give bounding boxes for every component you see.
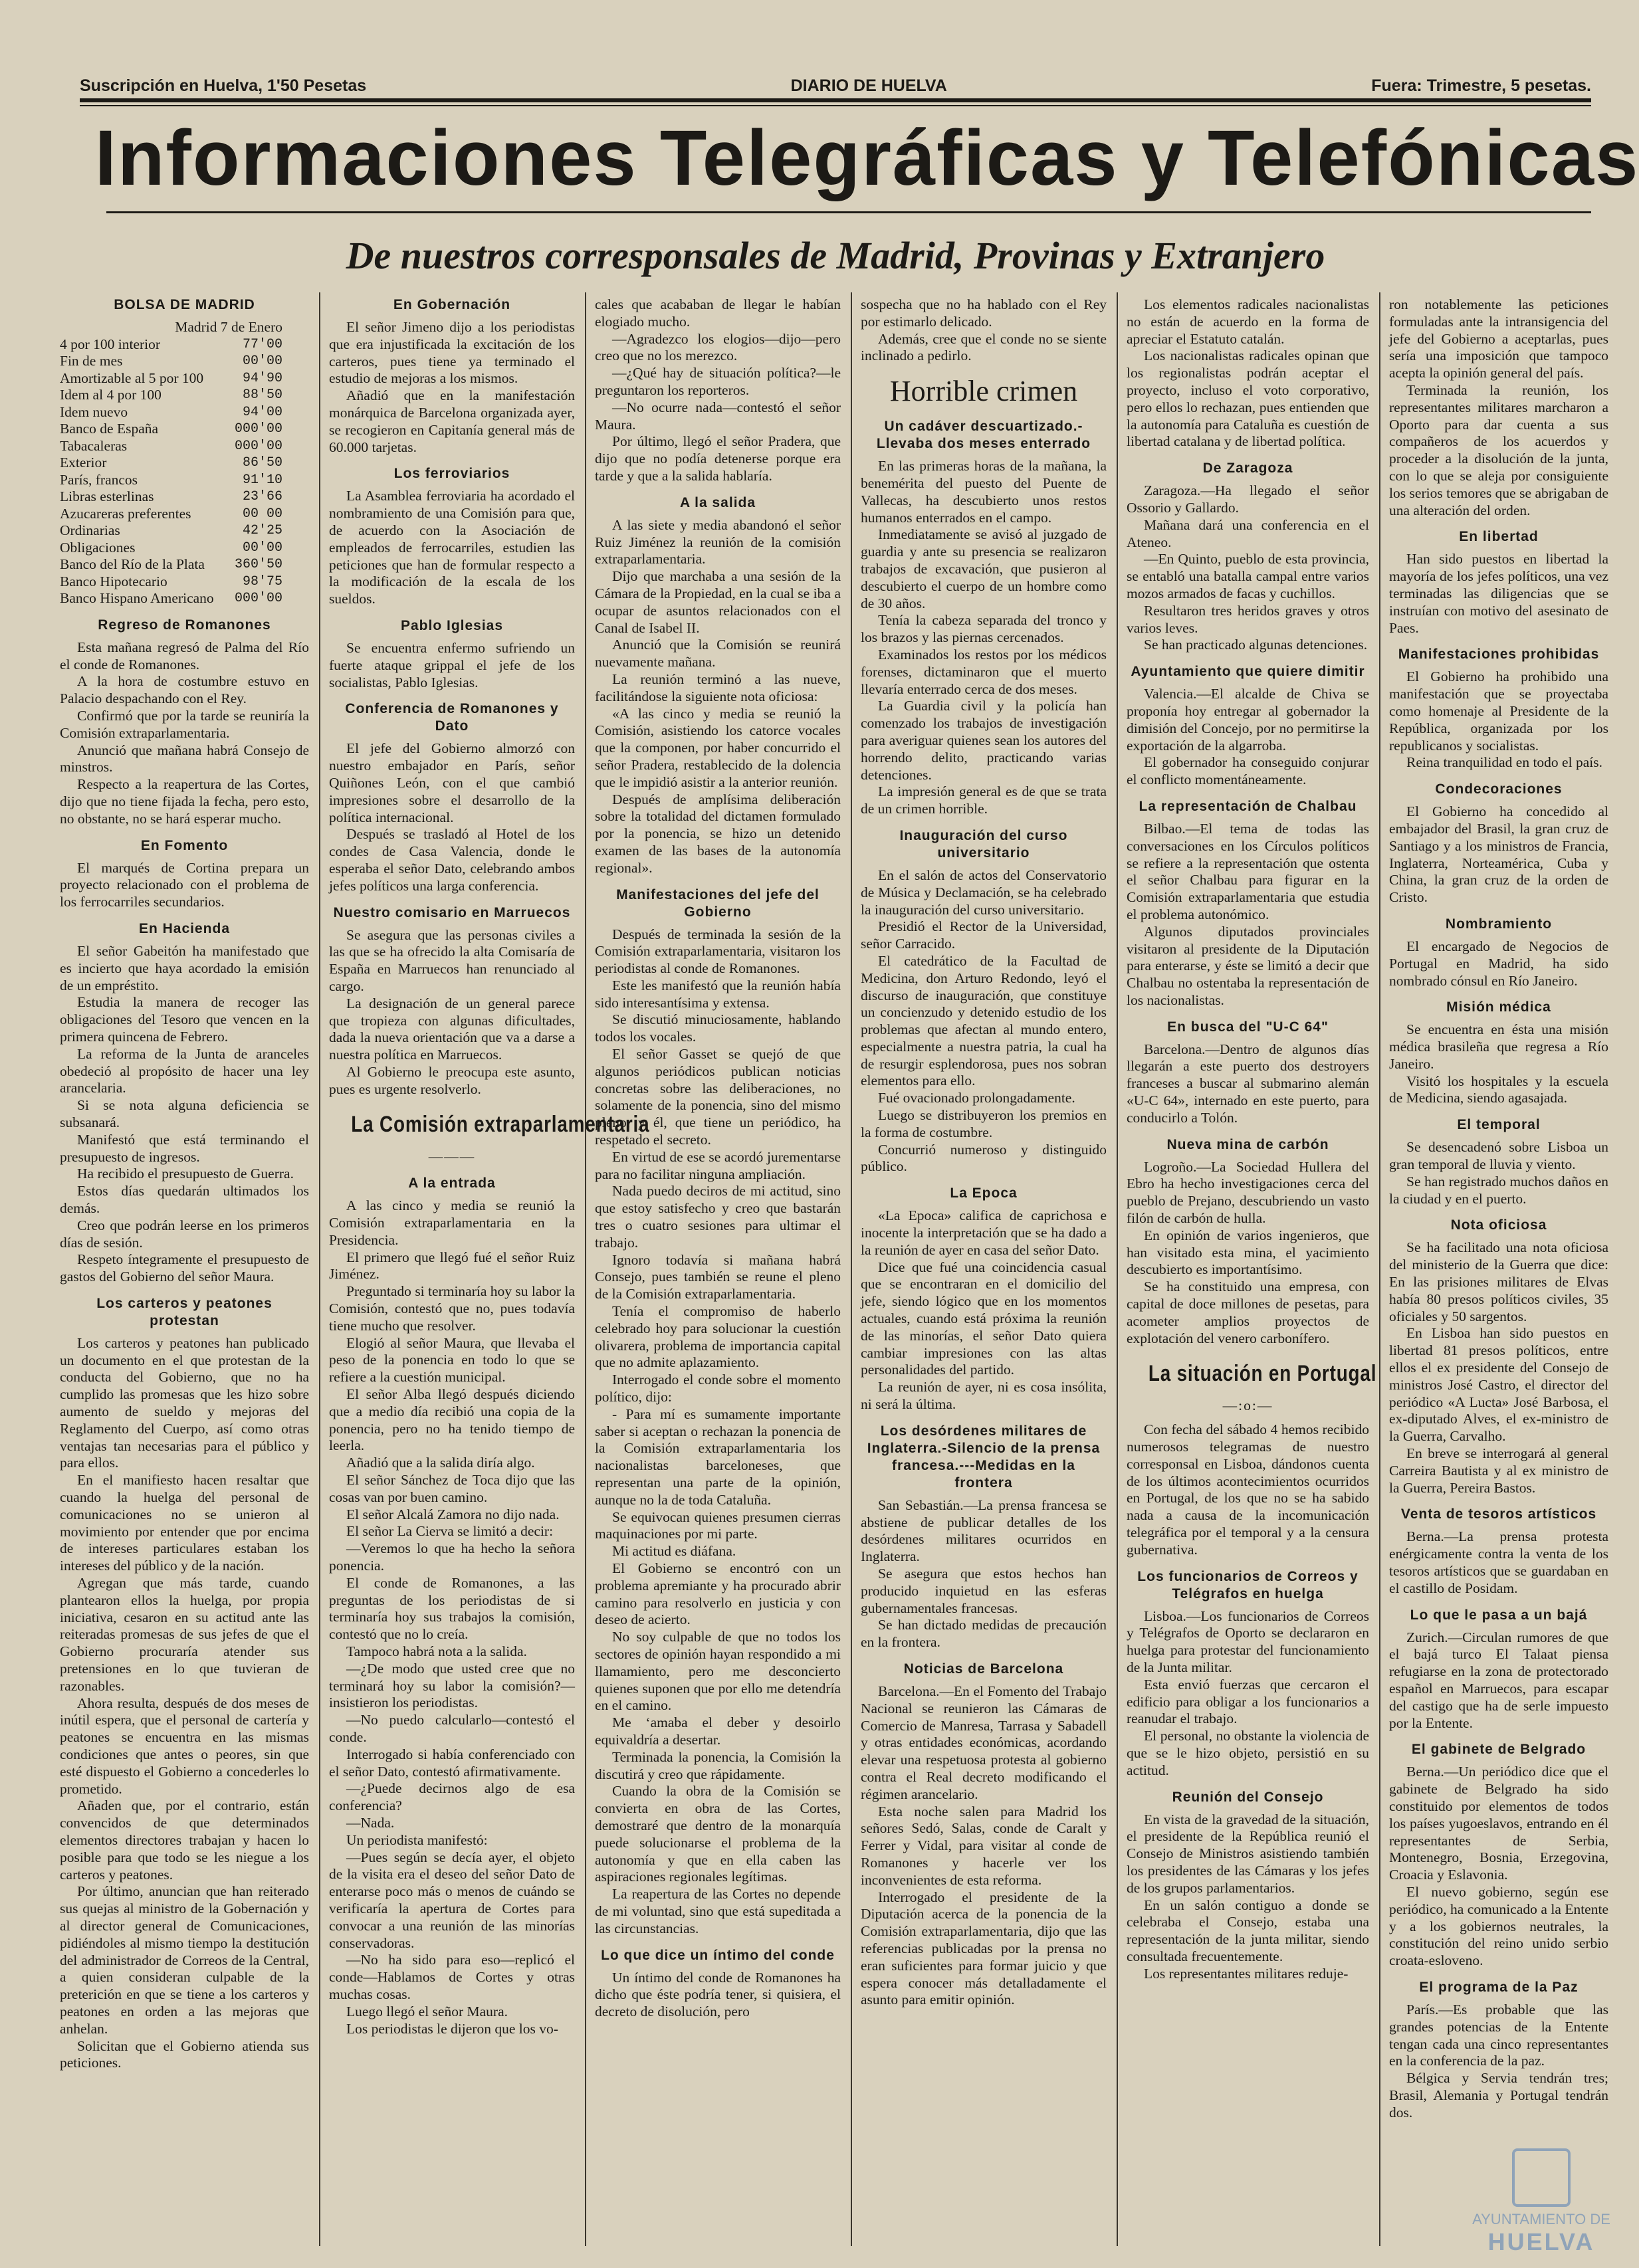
paragraph: Un periodista manifestó: <box>346 1831 488 1848</box>
paragraph: Se han registrado muchos daños en la ciudad y en el puerto. <box>1389 1173 1608 1207</box>
heading: Noticias de Barcelona <box>903 1661 1064 1677</box>
paragraph: La reforma de la Junta de aranceles obedeció al propósito de hacer una ley arancelaria. <box>60 1045 309 1096</box>
logo-line-2: HUELVA <box>1487 2228 1595 2255</box>
paragraph: El señor Gabeitón ha manifestado que es incierto que haya acordado la emisión de un empréstito. <box>60 942 309 993</box>
stock-row <box>60 540 309 557</box>
paragraph: El gobernador ha conseguido conjurar el conflicto momentáneamente. <box>1127 754 1369 788</box>
stock-row <box>60 590 309 607</box>
heading: En libertad <box>1459 529 1539 545</box>
paragraph: Valencia.—El alcalde de Chiva se proponía hoy entregar al gobernador la dimisión del Concejo, por no permitirse la exportación de la algarroba. <box>1127 686 1369 754</box>
paragraph: Confirmó que por la tarde se reuniría la Comisión extraparlamentaria. <box>60 707 309 741</box>
stock-name: Amortizable al 5 por 100 <box>60 369 204 386</box>
paragraph: La Asamblea ferroviaria ha acordado el nombramiento de una Comisión para que, de acuerdo con la Asociación de empleados de ferrocarriles, estudien las peticiones que han de formular respecto a la modificación de la escala de los sueldos. <box>329 488 575 607</box>
paragraph: Solicitan que el Gobierno atienda sus peticiones. <box>60 2037 309 2071</box>
heading: Inauguración del curso universitario <box>899 827 1068 861</box>
paragraph: Un íntimo del conde de Romanones ha dicho que éste podría tener, si quisiera, el decreto de disolución, pero <box>595 1969 841 2020</box>
paragraph: El señor Alba llegó después diciendo que a medio día recibió una copia de la ponencia, pero no ha tenido tiempo de leerla. <box>329 1386 575 1454</box>
paragraph: Zaragoza.—Ha llegado el señor Ossorio y Gallardo. <box>1127 482 1369 516</box>
stock-value: 00'00 <box>242 540 282 556</box>
paragraph: Tenía la cabeza separada del tronco y los brazos y las piernas cercenados. <box>861 612 1107 646</box>
paragraph: Se han dictado medidas de precaución en la frontera. <box>861 1617 1107 1651</box>
heading: En busca del "U-C 64" <box>1167 1019 1329 1035</box>
paragraph: Los representantes militares reduje- <box>1144 1965 1349 1982</box>
heading: Un cadáver descuartizado.-Llevaba dos meses enterrado <box>876 419 1091 452</box>
column-3 <box>595 286 841 2253</box>
section-masthead: Informaciones Telegráficas y Telefónicas <box>94 114 1639 202</box>
paragraph: En Lisboa han sido puestos en libertad 81 presos políticos, entre ellos el ex presidente del Consejo de ministros José Castro, el director del periódico «A Lucta» José Barbosa, el ex-diputado Alves, el ex-ministro de la Guerra, Carvalho. <box>1389 1325 1608 1445</box>
paragraph: Si se nota alguna deficiencia se subsanará. <box>60 1097 309 1130</box>
heading: Venta de tesoros artísticos <box>1400 1506 1597 1522</box>
paragraph: Interrogado el presidente de la Diputación acerca de la ponencia de la Comisión extraparlamentaria, dijo que las referencias publicadas por la prensa no eran suficientes para formar juicio y que espera conocer más detalladamente el asunto para emitir opinión. <box>861 1889 1107 2008</box>
archive-watermark-logo <box>1472 2148 1611 2255</box>
ornament: —:o:— <box>1222 1397 1273 1414</box>
section-subtitle: De nuestros corresponsales de Madrid, Provinas y Extranjero <box>346 234 1325 277</box>
big-heading: La Comisión extraparlamentaria <box>351 1112 650 1138</box>
stock-value: 23'66 <box>242 489 282 505</box>
paragraph: Lisboa.—Los funcionarios de Correos y Telégrafos de Oporto se declararon en huelga para protestar del funcionamiento de la Junta militar. <box>1127 1607 1369 1675</box>
paragraph: En el salón de actos del Conservatorio de Música y Declamación, se ha celebrado la inauguración del curso universitario. <box>861 867 1107 918</box>
paragraph: El conde de Romanones, a las preguntas de los periodistas de si terminaría hoy sus trabajos la comisión, contestó que no lo creía. <box>329 1574 575 1643</box>
paragraph: Estos días quedarán ultimados los demás. <box>60 1183 309 1216</box>
heading: La representación de Chalbau <box>1139 798 1357 814</box>
paragraph: Terminada la ponencia, la Comisión la discutirá y creo que rápidamente. <box>595 1748 841 1782</box>
stock-name: Idem nuevo <box>60 403 128 420</box>
paragraph: Manifestó que está terminando el presupuesto de ingresos. <box>60 1131 309 1165</box>
heading: El temporal <box>1457 1117 1541 1133</box>
heading: Lo que dice un íntimo del conde <box>601 1947 835 1963</box>
stock-value: 42'25 <box>242 523 282 539</box>
heading: Manifestaciones del jefe del Gobierno <box>616 886 820 920</box>
paragraph: —¿De modo que usted cree que no terminará hoy su labor la comisión?—insistieron los periodistas. <box>329 1660 575 1711</box>
column-divider <box>1379 292 1380 2246</box>
heading: Nombramiento <box>1445 916 1553 932</box>
paragraph: Se discutió minuciosamente, hablando todos los vocales. <box>595 1011 841 1045</box>
stock-row <box>60 421 309 438</box>
paragraph: El catedrático de la Facultad de Medicina, don Arturo Redondo, leyó el discurso de inauguración, que constituye un concienzudo y detenido estudio de los problemas que afectan al mundo entero, especialmente a nuestra patria, la cual ha de resurgir esplendorosa, pues nos sobran elementos para ello. <box>861 952 1107 1089</box>
paragraph: La designación de un general parece que tropieza con algunas dificultades, dada la nueva orientación que va a darse a nuestra política en Marruecos. <box>329 995 575 1063</box>
paragraph: Logroño.—La Sociedad Hullera del Ebro ha hecho investigaciones cerca del pueblo de Prejano, descubriendo un vasto filón de carbón de hulla. <box>1127 1158 1369 1227</box>
paragraph: ron notablemente las peticiones formuladas ante la intransigencia del jefe del Gobierno a aceptarlas, pues sería una imposición que tampoco acepta la opinión general del país. <box>1389 296 1608 381</box>
paragraph: Los elementos radicales nacionalistas no están de acuerdo en la forma de apreciar el Estatuto catalán. <box>1127 296 1369 347</box>
column-1 <box>60 286 309 2253</box>
heading: Los carteros y peatones protestan <box>96 1295 273 1328</box>
heading: Manifestaciones prohibidas <box>1398 647 1600 663</box>
paragraph: En opinión de varios ingenieros, que han visitado esta mina, el yacimiento descubierto es importantísimo. <box>1127 1227 1369 1278</box>
paragraph: Bélgica y Servia tendrán tres; Brasil, Alemania y Portugal tendrán dos. <box>1389 2070 1608 2120</box>
paragraph: Por último, llegó el señor Pradera, que dijo que no podía detenerse porque era tarde y que a la salida hablaría. <box>595 433 841 484</box>
paragraph: Examinados los restos por los médicos forenses, dictaminaron que el muerto llevaría enterrado cerca de dos meses. <box>861 646 1107 697</box>
paragraph: Los periodistas le dijeron que los vo- <box>346 2020 558 2037</box>
paragraph: Esta noche salen para Madrid los señores Sedó, Salas, conde de Caralt y Ferrer y Vidal, para visitar al conde de Romanones y hacerle ver los inconvenientes de esta reforma. <box>861 1803 1107 1888</box>
stock-value: 00'00 <box>242 354 282 369</box>
paragraph: El Gobierno ha concedido al embajador del Brasil, la gran cruz de Santiago y a los ministros de Francia, Inglaterra, Norteamérica, Cuba y China, la gran cruz de la orden de Cristo. <box>1389 803 1608 906</box>
paragraph: Concurrió numeroso y distinguido público. <box>861 1141 1107 1175</box>
paragraph: El personal, no obstante la violencia de que se le hizo objeto, persistió en su actitud. <box>1127 1728 1369 1778</box>
stock-value: 88'50 <box>242 387 282 403</box>
column-5 <box>1127 286 1377 2253</box>
paragraph: El encargado de Negocios de Portugal en Madrid, ha sido nombrado cónsul en Río Janeiro. <box>1389 938 1608 989</box>
paragraph: Nada puedo deciros de mi actitud, sino que estoy satisfecho y creo que bastarán tres o cuatro sesiones para ultimar el trabajo. <box>595 1183 841 1251</box>
paragraph: El primero que llegó fué el señor Ruiz Jiménez. <box>329 1249 575 1283</box>
paragraph: Zurich.—Circulan rumores de que el bajá turco El Talaat piensa refugiarse en la zona de protectorado español en Marruecos, para escapar del castigo que ha de serle impuesto por la Entente. <box>1389 1629 1608 1731</box>
heading: El gabinete de Belgrado <box>1411 1742 1586 1758</box>
column-divider <box>1117 292 1118 2246</box>
paragraph: Añaden que, por el contrario, están convencidos de que determinados elementos directores trabajan y hacen lo posible para que todo se les niegue a los carteros y peatones. <box>60 1798 309 1883</box>
stock-value: 000'00 <box>234 591 282 607</box>
paragraph: El señor Sánchez de Toca dijo que las cosas van por buen camino. <box>329 1472 575 1505</box>
paragraph: Interrogado si había conferenciado con el señor Dato, contestó afirmativamente. <box>329 1746 575 1780</box>
paragraph: No soy culpable de que no todos los sectores de opinión hayan respondido a mi llamamiento, pero me desconcierto quienes suponen que por ello me detendría en el camino. <box>595 1629 841 1714</box>
paragraph: Se equivocan quienes presumen cierras maquinaciones por mi parte. <box>595 1508 841 1542</box>
paragraph: —Nada. <box>346 1814 395 1831</box>
paragraph: —En Quinto, pueblo de esta provincia, se entabló una batalla campal entre varios mozos armados de facas y cuchillos. <box>1127 551 1369 601</box>
article-columns <box>60 286 1608 2253</box>
stock-value: 86'50 <box>242 455 282 471</box>
stock-value: 94'90 <box>242 370 282 386</box>
stock-name: Banco de España <box>60 421 159 437</box>
stock-row <box>60 455 309 472</box>
paragraph: En las primeras horas de la mañana, la benemérita del puesto del Puente de Vallecas, ha descubierto unos restos humanos enterrados en el campo. <box>861 458 1107 526</box>
heading: Ayuntamiento que quiere dimitir <box>1131 664 1365 680</box>
paragraph: La reunión terminó a las nueve, facilitándose la siguiente nota oficiosa: <box>595 670 841 704</box>
paragraph: —¿Puede decirnos algo de esa conferencia? <box>329 1780 575 1814</box>
heading: Nota oficiosa <box>1450 1217 1547 1233</box>
paragraph: Esta envió fuerzas que cercaron el edificio para obligar a los funcionarios a reanudar el trabajo. <box>1127 1676 1369 1727</box>
stock-name: 4 por 100 interior <box>60 336 161 352</box>
heading: Pablo Iglesias <box>400 617 504 633</box>
heading: Misión médica <box>1446 999 1551 1015</box>
paragraph: La reunión de ayer, ni es cosa insólita, ni será la última. <box>861 1379 1107 1413</box>
stock-value: 91'10 <box>242 472 282 488</box>
paragraph: En vista de la gravedad de la situación, el presidente de la República reunió el Consejo de Ministros asistiendo también los presidentes de las Cámaras y los jefes de los grupos parlamentarios. <box>1127 1811 1369 1896</box>
column-divider <box>585 292 586 2246</box>
paragraph: Barcelona.—En el Fomento del Trabajo Nacional se reunieron las Cámaras de Comercio de Manresa, Tarrasa y Sabadell y otras entidades económicas, acordando elevar una respetuosa protesta al gobierno contra el Real decreto modificando el régimen arancelario. <box>861 1683 1107 1802</box>
paragraph: Dice que fué una coincidencia casual que se encontraran en el domicilio del jefe, siendo lógico que en los momentos actuales, cuando está próxima la reunión de las minorías, el señor Dato quiera cambiar impresiones con las altas personalidades del partido. <box>861 1259 1107 1378</box>
header-rule-thin <box>80 105 1591 106</box>
paragraph: Tenía el compromiso de haberlo celebrado hoy para solucionar la cuestión olivarera, problema de importancia capital que no admite aplazamiento. <box>595 1303 841 1371</box>
paragraph: Ignoro todavía si mañana habrá Consejo, pues también se reune el pleno de la Comisión extraparlamentaria. <box>595 1251 841 1302</box>
paragraph: Me ‘amaba el deber y desoirlo equivaldría a desertar. <box>595 1714 841 1748</box>
paragraph: El señor Alcalá Zamora no dijo nada. <box>346 1506 560 1522</box>
heading: Nueva mina de carbón <box>1166 1136 1329 1152</box>
paragraph: Este les manifestó que la reunión había sido interesantísima y extensa. <box>595 977 841 1011</box>
column-divider <box>319 292 320 2246</box>
bolsa-date: Madrid 7 de Enero <box>175 319 282 335</box>
paragraph: Se desencadenó sobre Lisboa un gran temporal de lluvia y viento. <box>1389 1139 1608 1173</box>
paragraph: Los nacionalistas radicales opinan que los regionalistas podrán aceptar el proyecto, incluso el voto corporativo, pero ellos lo rechazan, pues entienden que la autonomía para Cataluña es cuestión de libertad catalana y de libertad política. <box>1127 348 1369 450</box>
heading: En Gobernación <box>393 297 511 312</box>
top-header <box>80 74 1591 96</box>
paragraph: En virtud de ese se acordó jurementarse para no facilitar ninguna ampliación. <box>595 1148 841 1182</box>
paragraph: Agregan que más tarde, cuando plantearon ellos la huelga, por propia iniciativa, cesaron en su actitud ante las reiteradas promesas de sus jefes de que el Gobierno procuraría atender sus pretensiones en lo que tuvieran de razonables. <box>60 1575 309 1694</box>
paragraph: Añadió que en la manifestación monárquica de Barcelona organizada ayer, se recogieron en Capitanía general más de 60.000 tarjetas. <box>329 387 575 455</box>
paragraph: Algunos diputados provinciales visitaron al presidente de la Diputación para enterarse, y éste se limitó a decir que Chalbau no ostentaba la representación de los nacionalistas. <box>1127 923 1369 1008</box>
paragraph: Berna.—Un periódico dice que el gabinete de Belgrado ha sido constituido por elementos de todos los países yugoeslavos, entrando en él representantes de Serbia, Montenegro, Bosnia, Erzegovina, Croacia y Eslavonia. <box>1389 1764 1608 1883</box>
header-rule <box>80 98 1591 102</box>
paragraph: Después se trasladó al Hotel de los condes de Casa Valencia, donde le esperaba el señor Dato, celebrando ambos jefes políticos una larga conferencia. <box>329 826 575 894</box>
paragraph: Respeto íntegramente el presupuesto de gastos del Gobierno del señor Maura. <box>60 1251 309 1285</box>
paragraph: Elogió al señor Maura, que llevaba el peso de la ponencia en todo lo que se refiere a la cuestión municipal. <box>329 1334 575 1386</box>
stock-value: 000'00 <box>234 421 282 437</box>
stock-name: Banco Hispano Americano <box>60 590 214 607</box>
stock-value: 360'50 <box>234 557 282 573</box>
paragraph: Han sido puestos en libertad la mayoría de los jefes políticos, una vez terminadas las diligencias que se instruían con motivo del asesinato de Paes. <box>1389 551 1608 636</box>
paragraph: Se ha constituido una empresa, con capital de doce millones de pesetas, para acometer amplios proyectos de explotación del venero carbonífero. <box>1127 1279 1369 1346</box>
paragraph: Respecto a la reapertura de las Cortes, dijo que no tiene fijada la fecha, pero esto, no obstante, no se hará esperar mucho. <box>60 776 309 827</box>
heading: Nuestro comisario en Marruecos <box>333 904 571 920</box>
stock-value: 00 00 <box>242 506 282 522</box>
heading: Conferencia de Romanones y Dato <box>345 701 559 734</box>
stock-name: París, francos <box>60 471 138 488</box>
heading: A la entrada <box>408 1176 496 1191</box>
heading: Reunión del Consejo <box>1172 1789 1324 1805</box>
heading: Lo que le pasa a un bajá <box>1410 1607 1588 1623</box>
paragraph: A las cinco y media se reunió la Comisión extraparlamentaria en la Presidencia. <box>329 1197 575 1248</box>
paragraph: Fué ovacionado prolongadamente. <box>878 1090 1075 1106</box>
stock-name: Fin de mes <box>60 353 123 369</box>
paragraph: Anunció que mañana habrá Consejo de minstros. <box>60 742 309 775</box>
column-divider <box>851 292 852 2246</box>
subscription-outside: Fuera: Trimestre, 5 pesetas. <box>1371 76 1591 95</box>
paragraph: Esta mañana regresó de Palma del Río el conde de Romanones. <box>60 639 309 672</box>
paragraph: Interrogado el conde sobre el momento político, dijo: <box>595 1372 841 1405</box>
logo-line-1: AYUNTAMIENTO DE <box>1472 2211 1610 2227</box>
paragraph: sospecha que no ha hablado con el Rey por estimarlo delicado. <box>861 296 1107 330</box>
paragraph: La Guardia civil y la policía han comenzado los trabajos de investigación para averiguar quienes sean los autores del horrendo delito, practicando varias detenciones. <box>861 698 1107 783</box>
stock-table <box>60 336 309 607</box>
newspaper-name: DIARIO DE HUELVA <box>790 76 947 95</box>
stock-row <box>60 370 309 387</box>
heading: Condecoraciones <box>1435 781 1563 797</box>
paragraph: En un salón contiguo a donde se celebraba el Consejo, estaba una representación de la junta militar, siendo consultada frecuentemente. <box>1127 1897 1369 1964</box>
paragraph: Además, cree que el conde no se siente inclinado a pedirlo. <box>861 330 1107 364</box>
paragraph: El jefe del Gobierno almorzó con nuestro embajador en París, señor Quiñones León, con el que cambió impresiones sobre el desarrollo de la política internacional. <box>329 740 575 825</box>
paragraph: —Agradezco los elogios—dijo—pero creo que no los merezco. <box>595 330 841 364</box>
column-4 <box>861 286 1107 2253</box>
paragraph: Reina tranquilidad en todo el país. <box>1406 754 1602 771</box>
paragraph: Se asegura que las personas civiles a las que se ha ofrecido la alta Comisaría de España en Marruecos han renunciado al cargo. <box>329 926 575 994</box>
paragraph: —¿Qué hay de situación política?—le preguntaron los reporteros. <box>595 365 841 398</box>
paragraph: —No ocurre nada—contestó el señor Maura. <box>595 399 841 433</box>
stock-row <box>60 556 309 573</box>
paragraph: Resultaron tres heridos graves y otros varios leves. <box>1127 602 1369 636</box>
paragraph: Se encuentra enfermo sufriendo un fuerte ataque grippal el jefe de los socialistas, Pablo Iglesias. <box>329 639 575 690</box>
paragraph: A las siete y media abandonó el señor Ruiz Jiménez la reunión de la comisión extraparlamentaria. <box>595 516 841 567</box>
heading: El programa de la Paz <box>1419 1979 1579 1995</box>
paragraph: Ahora resulta, después de dos meses de inútil espera, que el personal de cartería y peatones se encuentra en las mismas condiciones que antes o peores, sin que esté dispuesto el Gobierno a concederles lo prometido. <box>60 1695 309 1797</box>
paragraph: Creo que podrán leerse en los primeros días de sesión. <box>60 1217 309 1251</box>
paragraph: Luego se distribuyeron los premios en la forma de costumbre. <box>861 1107 1107 1140</box>
stock-row <box>60 336 309 354</box>
stock-name: Idem al 4 por 100 <box>60 387 162 403</box>
paragraph: Visitó los hospitales y la escuela de Medicina, siendo agasajada. <box>1389 1073 1608 1106</box>
heading: Los funcionarios de Correos y Telégrafos en huelga <box>1137 1568 1359 1601</box>
stock-row <box>60 573 309 591</box>
stock-value: 98'75 <box>242 573 282 589</box>
paragraph: «A las cinco y media se reunió la Comisión, asistiendo los catorce vocales que la componen, por haber concurrido el señor Pradera, restablecido de la dolencia que le impidió asistir a la anterior reunión. <box>595 705 841 790</box>
stock-value: 94'00 <box>242 404 282 420</box>
stock-row <box>60 506 309 523</box>
paragraph: A la hora de costumbre estuvo en Palacio despachando con el Rey. <box>60 673 309 707</box>
paragraph: —No puedo calcularlo—contestó el conde. <box>329 1712 575 1745</box>
heading: En Hacienda <box>138 920 231 936</box>
paragraph: En breve se interrogará al general Carreira Bautista y al ex ministro de la Guerra, Pereira Bastos. <box>1389 1445 1608 1496</box>
stock-value: 000'00 <box>234 438 282 454</box>
stock-name: Ordinarias <box>60 522 120 539</box>
paragraph: El Gobierno se encontró con un problema apremiante y ha procurado abrir camino para resolverlo en justicia y con deseo de acierto. <box>595 1560 841 1628</box>
heading: De Zaragoza <box>1202 461 1293 476</box>
stock-name: Banco del Río de la Plata <box>60 556 205 573</box>
column-2 <box>329 286 650 2253</box>
paragraph: El señor Jimeno dijo a los periodistas que era injustificada la excitación de los carteros, pues tiene ya terminado el estudio de mejoras a los mismos. <box>329 319 575 387</box>
paragraph: Añadió que a la salida diría algo. <box>346 1455 535 1471</box>
stock-name: Banco Hipotecario <box>60 573 167 589</box>
paragraph: Se asegura que estos hechos han producido inquietud en las esferas gubernamentales francesas. <box>861 1566 1107 1616</box>
paragraph: - Para mí es sumamente importante saber si aceptan o rechazan la ponencia de la Comisión extraparlamentaria los nacionalistas barceloneses, que representan una parte de la opinión, aunque no la de toda Cataluña. <box>595 1405 841 1508</box>
paragraph: Mañana dará una conferencia en el Ateneo. <box>1127 516 1369 550</box>
paragraph: Ha recibido el presupuesto de Guerra. <box>77 1166 294 1182</box>
stock-name: Azucareras preferentes <box>60 505 191 522</box>
paragraph: Mi actitud es diáfana. <box>612 1543 736 1560</box>
stock-value: 77'00 <box>242 336 282 352</box>
paragraph: Berna.—La prensa protesta enérgicamente contra la venta de los tesoros artísticos que se guardaban en el castillo de Posidam. <box>1389 1528 1608 1596</box>
paragraph: El marqués de Cortina prepara un proyecto relacionado con el problema de los ferrocarriles secundarios. <box>60 859 309 910</box>
paragraph: Presidió el Rector de la Universidad, señor Carracido. <box>861 918 1107 952</box>
subscription-local: Suscripción en Huelva, 1'50 Pesetas <box>80 76 367 95</box>
heading: Regreso de Romanones <box>98 617 271 633</box>
stock-row <box>60 488 309 506</box>
paragraph: Al Gobierno le preocupa este asunto, pues es urgente resolverlo. <box>329 1063 575 1097</box>
stock-name: Obligaciones <box>60 539 136 556</box>
column-6 <box>1389 286 1608 2253</box>
paragraph: Se encuentra en ésta una misión médica brasileña que regresa a Río Janeiro. <box>1389 1021 1608 1072</box>
paragraph: Inmediatamente se avisó al juzgado de guardia y ante su presencia se realizaron trabajos de excavación, que pusieron al descubierto el cuerpo de un hombre como de 30 años. <box>861 526 1107 611</box>
heading: A la salida <box>679 494 756 510</box>
paragraph: Luego llegó el señor Maura. <box>346 2003 508 2019</box>
paragraph: Se han practicado algunas detenciones. <box>1144 637 1368 653</box>
paragraph: Con fecha del sábado 4 hemos recibido numerosos telegramas de nuestro corresponsal en Lisboa, dándonos cuenta de los últimos acontecimientos ocurridos en Portugal, de los que no se ha sabido nada a causa de la incomunicación telegráfica por el temporal y a la censura gubernativa. <box>1127 1421 1369 1558</box>
stock-name: Libras esterlinas <box>60 488 154 505</box>
bolsa-heading: BOLSA DE MADRID <box>114 297 255 312</box>
heading: Los desórdenes militares de Inglaterra.-Silencio de la prensa francesa.---Medidas en la frontera <box>867 1423 1101 1491</box>
heading: La Epoca <box>950 1186 1018 1201</box>
paragraph: —Veremos lo que ha hecho la señora ponencia. <box>329 1540 575 1574</box>
heading: En Fomento <box>140 837 229 853</box>
stock-row <box>60 472 309 489</box>
paragraph: —No ha sido para eso—replicó el conde—Hablamos de Cortes y otras muchas cosas. <box>329 1952 575 2002</box>
paragraph: Se ha facilitado una nota oficiosa del ministerio de la Guerra que dice: En las prisiones militares de Elvas había 80 presos políticos civiles, 35 oficiales y 50 sargentos. <box>1389 1239 1608 1324</box>
stock-row <box>60 404 309 421</box>
paragraph: París.—Es probable que las grandes potencias de la Entente tengan cada una cinco representantes en la conferencia de la paz. <box>1389 2001 1608 2069</box>
paragraph: Bilbao.—El tema de todas las conversaciones en los Círculos políticos se refiere a la representación que ostenta el señor Chalbau para figurar en la Comisión extraparlamentaria que estudia el problema autonómico. <box>1127 820 1369 922</box>
paragraph: Por último, anuncian que han reiterado sus quejas al ministro de la Gobernación y al director general de Comunicaciones, pidiéndoles al mismo tiempo la destitución del administrador de Correos de la Central, a quien consideran culpable de la preterición en que se tiene a los carteros y peatones en orden a las mejoras que anhelan. <box>60 1883 309 2037</box>
paragraph: cales que acababan de llegar le habían elogiado mucho. <box>595 296 841 330</box>
stock-row <box>60 387 309 404</box>
paragraph: Preguntado si terminaría hoy su labor la Comisión, contestó que no, pues todavía tiene mucho que resolver. <box>329 1283 575 1334</box>
paragraph: En el manifiesto hacen resaltar que cuando la huelga del personal de comunicaciones no se unieron al movimiento por entender que por encima de intereses particulares estaban los intereses del público y de la nación. <box>60 1472 309 1574</box>
paragraph: La reapertura de las Cortes no depende de mi voluntad, sino que está supeditada a las circunstancias. <box>595 1886 841 1936</box>
paragraph: Tampoco habrá nota a la salida. <box>346 1643 527 1659</box>
paragraph: San Sebastián.—La prensa francesa se abstiene de publicar detalles de los desórdenes militares ocurridos en Inglaterra. <box>861 1496 1107 1565</box>
paragraph: —Pues según se decía ayer, el objeto de la visita era el deseo del señor Dato de enterarse poco más o menos de cuándo se verificaría la apertura de Cortes para convocar a una reunión de las minorías conservadoras. <box>329 1849 575 1951</box>
paragraph: El señor La Cierva se limitó a decir: <box>346 1523 554 1540</box>
big-heading: Horrible crimen <box>889 375 1078 408</box>
paragraph: El Gobierno ha prohibido una manifestación que se proyectaba como homenaje al Presidente de la República, organizada por los republicanos y socialistas. <box>1389 669 1608 754</box>
paragraph: «La Epoca» califica de caprichosa e inocente la interpretación que se ha dado a la reunión de ayer en casa del señor Dato. <box>861 1207 1107 1258</box>
paragraph: Terminada la reunión, los representantes militares marcharon a Oporto para dar cuenta a sus compañeros de los acuerdos y proceder a la disolución de la junta, con lo que se aleja por consiguiente los serios temores que se abrigaban de una alteración del orden. <box>1389 381 1608 518</box>
stock-row <box>60 353 309 370</box>
paragraph: La impresión general es de que se trata de un crimen horrible. <box>861 783 1107 817</box>
heading: Los ferroviarios <box>393 466 510 482</box>
paragraph: El nuevo gobierno, según ese periódico, ha comunicado a la Entente y a los gobiernos neutrales, la constitución del reino unido serbio croata-esloveno. <box>1389 1883 1608 1969</box>
big-heading: La situación en Portugal <box>1148 1361 1377 1387</box>
stock-name: Exterior <box>60 455 107 471</box>
paragraph: Después de amplísima deliberación sobre la totalidad del dictamen formulado por la ponencia, se hizo un detenido examen de las bases de la autonomía regional». <box>595 791 841 876</box>
paragraph: Anunció que la Comisión se reunirá nuevamente mañana. <box>595 637 841 670</box>
paragraph: Los carteros y peatones han publicado un documento en el que protestan de la conducta del Gobierno, que no ha cumplido las promesas que les hizo sobre aumento de sueldo y mejoras del Reglamento del Cuerpo, así como otras ventajas tan necesarias para el público y para ellos. <box>60 1334 309 1471</box>
paragraph: Estudia la manera de recoger las obligaciones del Tesoro que vencen en la primera quincena de Febrero. <box>60 994 309 1045</box>
masthead-rule <box>106 211 1591 213</box>
paragraph: El señor Gasset se quejó de que algunos periódicos publican noticias concretas sobre las deliberaciones, no solamente de la ponencia, sino del mismo pleno, y él, que tiene un periódico, ha respetado el secreto. <box>595 1046 841 1148</box>
paragraph: Barcelona.—Dentro de algunos días llegarán a este puerto dos destroyers franceses a buscar al submarino alemán «U-C 64», internado en este puerto, para conducirlo a Tolón. <box>1127 1041 1369 1126</box>
paragraph: Cuando la obra de la Comisión se convierta en obra de las Cortes, demostraré que dentro de la monarquía puede solucionarse el problema de la autonomía y que en ella caben las aspiraciones regionales legítimas. <box>595 1783 841 1885</box>
paragraph: Después de terminada la sesión de la Comisión extraparlamentaria, visitaron los periodistas al conde de Romanones. <box>595 926 841 977</box>
stock-name: Tabacaleras <box>60 437 128 454</box>
stock-row <box>60 522 309 540</box>
stock-row <box>60 438 309 455</box>
ornament: ——— <box>428 1148 476 1165</box>
paragraph: Dijo que marchaba a una sesión de la Cámara de la Propiedad, en la cual se iba a ocupar de asuntos relacionados con el Canal de Isabel II. <box>595 568 841 636</box>
crest-icon <box>1512 2148 1571 2207</box>
